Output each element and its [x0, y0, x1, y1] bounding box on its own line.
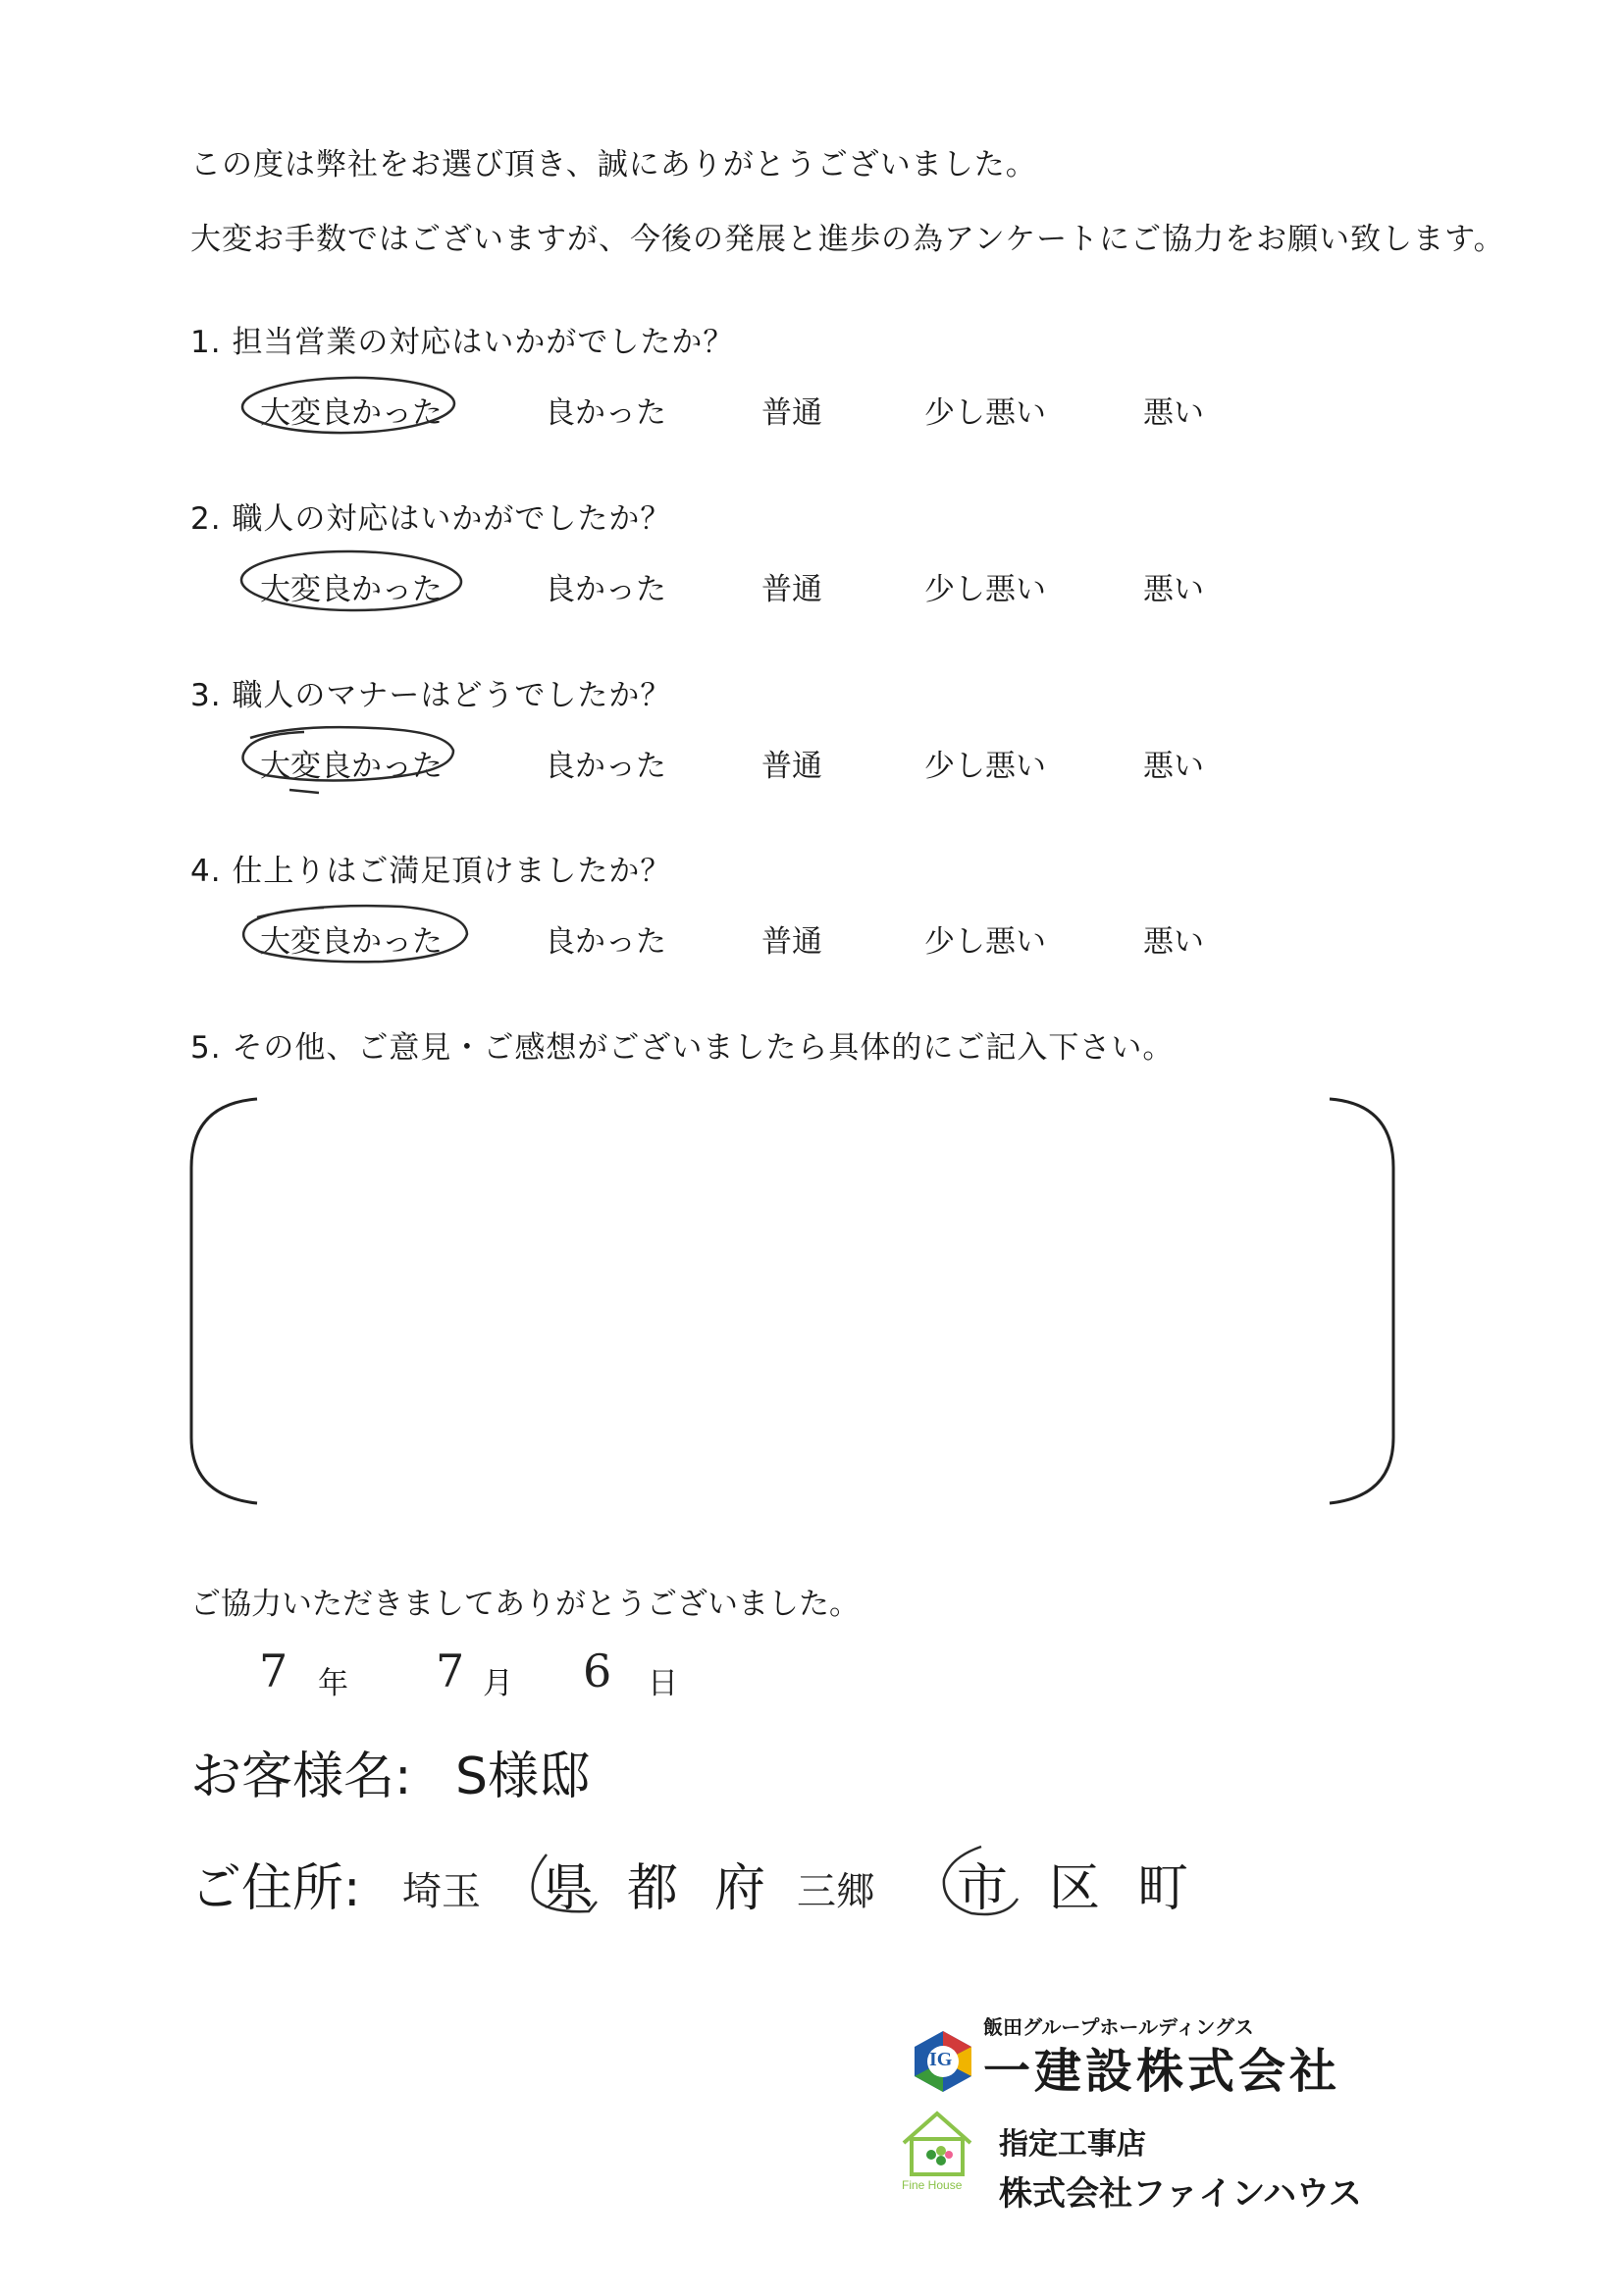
option-bad[interactable]: 悪い [1143, 749, 1204, 784]
option-good[interactable]: 良かった [545, 749, 666, 784]
option-bad[interactable]: 悪い [1143, 924, 1204, 960]
logo-initials: IG [929, 2049, 953, 2070]
option-bad[interactable]: 悪い [1143, 572, 1204, 607]
option-very-good[interactable]: 大変良かった [260, 924, 443, 960]
city-unit-ku[interactable]: 区 [1049, 1859, 1101, 1918]
option-slightly-bad[interactable]: 少し悪い [924, 924, 1046, 960]
option-average[interactable]: 普通 [761, 572, 822, 607]
company-name: 一建設株式会社 [983, 2044, 1341, 2099]
option-slightly-bad[interactable]: 少し悪い [924, 395, 1046, 431]
option-good[interactable]: 良かった [545, 572, 666, 607]
ig-logo-icon [911, 2029, 975, 2094]
contractor-name: 株式会社ファインハウス [999, 2174, 1362, 2214]
question-number: 5. [190, 1030, 222, 1066]
city-field[interactable]: 三郷 [797, 1869, 875, 1914]
date-day-unit: 日 [648, 1666, 678, 1701]
question-text: 担当営業の対応はいかがでしたか？ [232, 325, 735, 360]
option-good[interactable]: 良かった [545, 924, 666, 960]
prefecture-unit-to[interactable]: 都 [627, 1859, 679, 1918]
option-very-good[interactable]: 大変良かった [260, 572, 443, 607]
intro-line-1: この度は弊社をお選び頂き、誠にありがとうございました。 [190, 147, 1037, 183]
prefecture-unit-ken[interactable]: 県 [543, 1859, 595, 1918]
house-icon [898, 2108, 976, 2178]
customer-label: お客様名: [190, 1748, 412, 1806]
selected-circle-q4 [243, 906, 467, 962]
address-label: ご住所: [190, 1859, 361, 1918]
group-name: 飯田グループホールディングス [983, 2015, 1254, 2039]
option-very-good[interactable]: 大変良かった [260, 749, 443, 784]
city-unit-shi[interactable]: 市 [957, 1859, 1009, 1918]
date-year-unit: 年 [318, 1666, 348, 1701]
question-text: その他、ご意見・ご感想がございましたら具体的にご記入下さい。 [232, 1030, 1175, 1066]
prefecture-field[interactable]: 埼玉 [402, 1869, 481, 1914]
option-average[interactable]: 普通 [761, 749, 822, 784]
selected-circle-q3 [243, 727, 454, 793]
question-number: 4. [190, 854, 222, 889]
prefecture-unit-fu[interactable]: 府 [714, 1859, 766, 1918]
customer-name-field[interactable]: S様邸 [455, 1748, 591, 1806]
date-year-value[interactable]: 7 [259, 1644, 288, 1697]
question-number: 2. [190, 501, 222, 537]
option-average[interactable]: 普通 [761, 924, 822, 960]
date-month-value[interactable]: 7 [436, 1644, 465, 1697]
designated-label: 指定工事店 [999, 2127, 1146, 2162]
city-unit-machi[interactable]: 町 [1137, 1859, 1189, 1918]
option-slightly-bad[interactable]: 少し悪い [924, 572, 1046, 607]
selected-circle-q2 [241, 550, 462, 611]
intro-line-2: 大変お手数ではございますが、今後の発展と進歩の為アンケートにご協力をお願い致します。 [190, 222, 1505, 257]
option-good[interactable]: 良かった [545, 395, 666, 431]
option-bad[interactable]: 悪い [1143, 395, 1204, 431]
small-logo-text: Fine House [902, 2178, 963, 2192]
selected-circle-q1 [242, 376, 455, 435]
question-text: 仕上りはご満足頂けましたか？ [232, 854, 672, 889]
option-slightly-bad[interactable]: 少し悪い [924, 749, 1046, 784]
date-day-value[interactable]: 6 [583, 1644, 612, 1697]
thanks-message: ご協力いただきましてありがとうございました。 [190, 1587, 860, 1622]
date-month-unit: 月 [483, 1666, 513, 1701]
option-average[interactable]: 普通 [761, 395, 822, 431]
option-very-good[interactable]: 大変良かった [260, 395, 443, 431]
question-text: 職人の対応はいかがでしたか？ [232, 501, 672, 537]
question-text: 職人のマナーはどうでしたか？ [232, 678, 672, 713]
fine-house-logo [898, 2108, 976, 2194]
question-number: 1. [190, 325, 222, 360]
question-number: 3. [190, 678, 222, 713]
